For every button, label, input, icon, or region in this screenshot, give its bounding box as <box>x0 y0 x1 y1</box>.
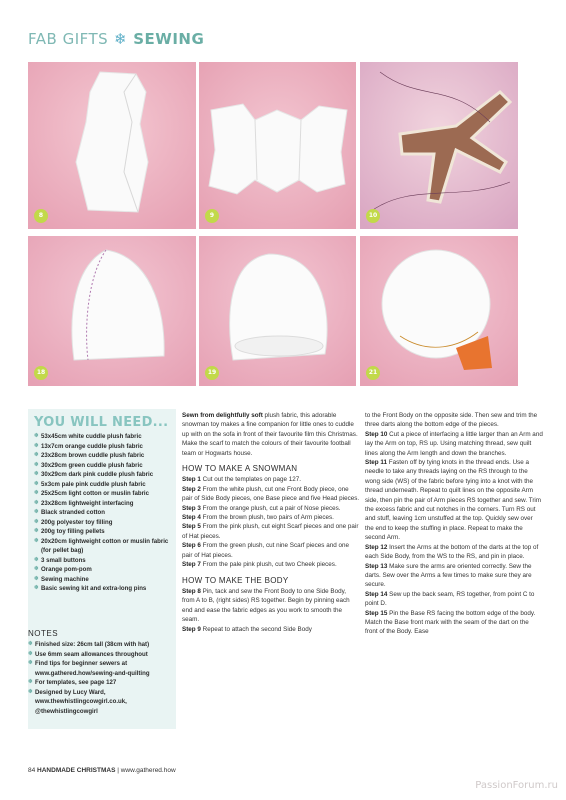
material-item: ❄ 200g polyester toy filling <box>34 518 172 528</box>
step-paragraph: Step 7 From the pale pink plush, cut two Cheek pieces. <box>182 561 337 569</box>
step-paragraph: Step 6 From the green plush, cut nine Scarf pieces and one pair of Hat pieces. <box>182 542 349 559</box>
step-paragraph: Step 3 From the orange plush, cut a pair of Nose pieces. <box>182 504 341 512</box>
material-item: ❄ 23x28cm lightweight interfacing <box>34 499 172 509</box>
section-header <box>28 30 204 48</box>
material-item: ❄ 30x29cm dark pink cuddle plush fabric <box>34 470 172 480</box>
notes-section <box>28 629 178 716</box>
material-item: ❄ 53x45cm white cuddle plush fabric <box>34 432 172 442</box>
step-paragraph: Step 13 Make sure the arms are oriented correctly. Sew the darts. Sew over the Arms a few times to make sure they are secure. <box>365 562 532 589</box>
note-item: ❄ Finished size: 26cm tall (38cm with hat) <box>28 640 178 650</box>
step-paragraph: Step 8 Pin, tack and sew the Front Body to one Side Body, from A to B, (right sides) RS together. Begin by pinning each end and ease the fabric edges as you work to smooth the seam. <box>182 587 350 624</box>
note-item: ❄ Designed by Lucy Ward, www.thewhistlingcowgirl.co.uk, @thewhistlingcowgirl <box>28 688 178 717</box>
material-item: ❄ Basic sewing kit and extra-long pins <box>34 584 172 594</box>
step-paragraph: Step 4 From the brown plush, two pairs of Arm pieces. <box>182 514 334 522</box>
step-badge: 19 <box>205 366 219 380</box>
page-footer <box>28 767 176 774</box>
header-category: FAB GIFTS <box>28 30 109 48</box>
continued-paragraph: to the Front Body on the opposite side. Then sew and trim the three darts along the bottom edge of the pieces. <box>365 412 538 429</box>
step-badge: 8 <box>34 209 48 223</box>
material-item: ❄ 20x20cm lightweight cotton or muslin fabric (for pellet bag) <box>34 537 172 556</box>
intro-paragraph: Sewn from delightfully soft plush fabric, this adorable snowman toy makes a fine companion for little ones to cuddle up with on the sofa in front of their favourite film this Christmas. Make the scarf to match the colours of their favourite football team or Hogwarts house. <box>182 412 358 457</box>
note-item: ❄ Use 6mm seam allowances throughout <box>28 650 178 660</box>
material-item: ❄ Orange pom-pom <box>34 565 172 575</box>
footer-separator: | <box>117 767 119 774</box>
instructions-column-2 <box>365 411 543 637</box>
step-photo-19 <box>199 236 356 386</box>
heading-make-body: HOW TO MAKE THE BODY <box>182 575 289 585</box>
step-photo-9 <box>199 62 356 229</box>
step-paragraph: Step 2 From the white plush, cut one Front Body piece, one pair of Side Body pieces, one Base piece and five Head pieces. <box>182 485 360 503</box>
footer-url: www.gathered.how <box>120 767 176 774</box>
step-photo-18 <box>28 236 196 386</box>
material-item: ❄ 3 small buttons <box>34 556 172 566</box>
material-item: ❄ 23x28cm brown cuddle plush fabric <box>34 451 172 461</box>
step-badge: 9 <box>205 209 219 223</box>
header-section: SEWING <box>133 30 205 48</box>
step-paragraph: Step 9 Repeat to attach the second Side Body <box>182 625 312 633</box>
step-photo-10 <box>360 62 518 229</box>
step-paragraph: Step 5 From the pink plush, cut eight Scarf pieces and one pair of Hat pieces. <box>182 523 359 540</box>
material-item: ❄ 25x25cm light cotton or muslin fabric <box>34 489 172 499</box>
notes-title: NOTES <box>28 629 59 638</box>
step-photo-21 <box>360 236 518 386</box>
step-paragraph: Step 12 Insert the Arms at the bottom of the darts at the top of each Side Body, from the WS to the RS, and pin in place. <box>365 543 539 561</box>
note-item: ❄ For templates, see page 127 <box>28 678 178 688</box>
step-badge: 18 <box>34 366 48 380</box>
step-photo-8 <box>28 62 196 229</box>
instructions-column-1 <box>182 411 360 634</box>
step-paragraph: Step 14 Sew up the back seam, RS together, from point C to point D. <box>365 590 535 608</box>
step-paragraph: Step 15 Pin the Base RS facing the bottom edge of the body. Match the Base front mark with the seam of the dart on the front of the Body. Ease <box>365 609 536 636</box>
material-item: ❄ Sewing machine <box>34 575 172 585</box>
watermark: PassionForum.ru <box>475 780 558 791</box>
step-paragraph: Step 1 Cut out the templates on page 127. <box>182 476 302 484</box>
step-badge: 21 <box>366 366 380 380</box>
heading-make-snowman: HOW TO MAKE A SNOWMAN <box>182 464 298 474</box>
material-item: ❄ 200g toy filling pellets <box>34 527 172 537</box>
material-item: ❄ 30x29cm green cuddle plush fabric <box>34 461 172 471</box>
step-badge: 10 <box>366 209 380 223</box>
material-item: ❄ 5x3cm pale pink cuddle plush fabric <box>34 480 172 490</box>
notes-list <box>28 640 178 716</box>
material-item: ❄ Black stranded cotton <box>34 508 172 518</box>
magazine-title: HANDMADE CHRISTMAS <box>37 767 116 774</box>
snowflake-icon: ❄ <box>114 30 128 48</box>
materials-list <box>28 432 176 594</box>
step-paragraph: Step 10 Cut a piece of interfacing a little larger than an Arm and lay the Arm on top, RS up. Using matching thread, sew quilt lines along the Arm length and down the branches. <box>365 430 543 457</box>
material-item: ❄ 13x7cm orange cuddle plush fabric <box>34 442 172 452</box>
page-number: 84 <box>28 767 36 774</box>
step-paragraph: Step 11 Fasten off by tying knots in the thread ends. Use a needle to take any threads laying on the RS through to the wong side (WS) of the fabric before tying into a knot with the thread underneath. Repeat to quilt lines on the opposite Arm side, then pin the pair of Arm pieces RS together and sew. Trim the excess fabric and cut notches in the corners. Turn RS out and stuff, leaving 1cm unstuffed at the top. Quickly sew over the end to keep the stuffing in place. Repeat to make the second Arm. <box>365 459 542 542</box>
you-will-need-title: YOU WILL NEED... <box>34 415 169 430</box>
note-item: ❄ Find tips for beginner sewers at www.gathered.how/sewing-and-quilting <box>28 659 178 678</box>
